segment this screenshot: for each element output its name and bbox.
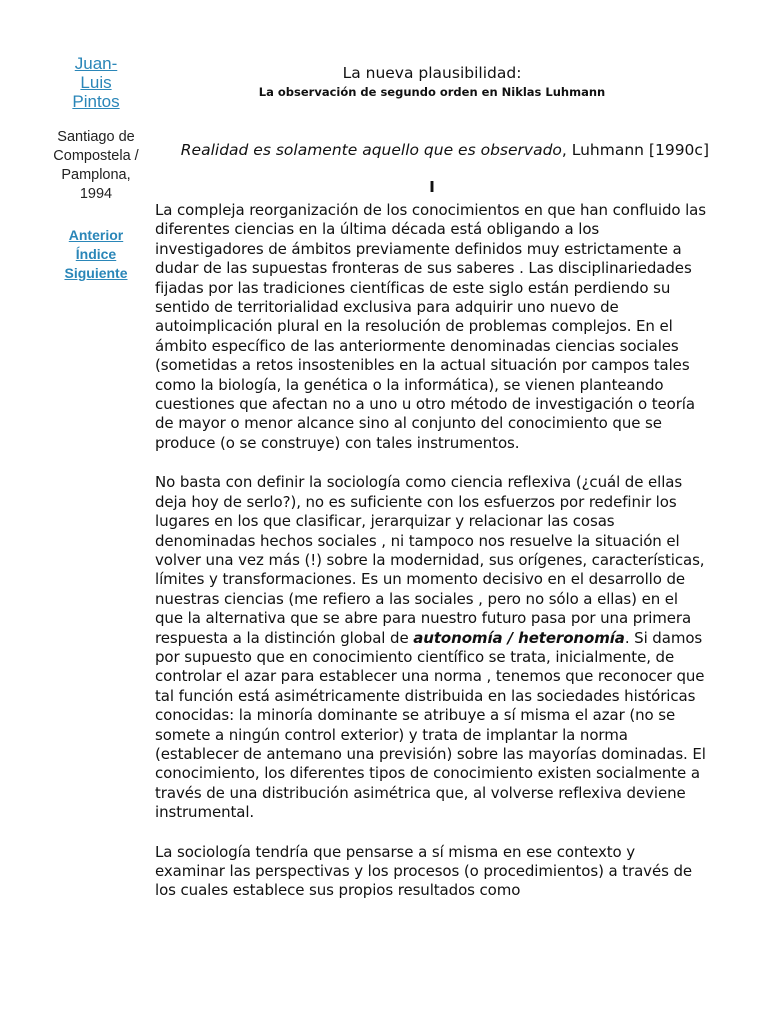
paragraph-2-text: No basta con definir la sociología como ciencia reflexiva (¿cuál de ellas deja hoy de serlo?), no es suficiente con los esfuerzos por redefinir los lugares en los que clasificar, jerarquizar y relacionar las cosas denominadas hechos sociales , ni tampoco nos resuelve la situación el volver una vez más (!) sobre la modernidad, sus orígenes, características, límites y transformaciones. Es un momento decisivo en el desarrollo de nuestras ciencias (me refiero a las sociales , pero no sólo a ellas) en el que la alternativa que se abre para nuestro futuro pasa por una primera respuesta a la distinción global de bbox=[155, 473, 705, 647]
paragraph-2 bbox=[155, 473, 709, 822]
paragraph-2-emphasis: autonomía / heteronomía bbox=[413, 628, 625, 647]
epigraph bbox=[155, 140, 709, 160]
next-link[interactable]: Siguiente bbox=[64, 265, 128, 281]
epigraph-quote: Realidad es solamente aquello que es observado bbox=[180, 141, 562, 159]
author-link[interactable]: Juan-Luis Pintos bbox=[72, 54, 120, 111]
paragraph-2-text-continued: . Si damos por supuesto que en conocimiento científico se trata, inicialmente, de controlar el azar para establecer una norma , tenemos que reconocer que tal función está asimétricamente distribuida en las sociedades históricas conocidas: la minoría dominante se atribuye a sí misma el azar (no se somete a ningún control exterior) y trata de implantar la norma (establecer de antemano una previsión) sobre las mayorías dominadas. El conocimiento, los diferentes tipos de conocimiento existen socialmente a través de una distribución asimétrica que, al volverse reflexiva deviene instrumental. bbox=[155, 628, 706, 822]
previous-link[interactable]: Anterior bbox=[68, 227, 124, 243]
sidebar bbox=[48, 54, 144, 283]
article-subtitle: La observación de segundo orden en Niklas Luhmann bbox=[258, 85, 606, 99]
paragraph-1: La compleja reorganización de los conocimientos en que han confluido las diferentes ciencias en la última década está obligando a los investigadores de ámbitos previamente definidos muy estrictamente a dudar de las supuestas fronteras de sus saberes . Las disciplinariedades fijadas por las tradiciones científicas de este siglo están perdiendo su sentido de territorialidad exclusiva para adquirir uno nuevo de autoimplicación plural en la resolución de problemas complejos. En el ámbito específico de las anteriormente denominadas ciencias sociales (sometidas a retos insostenibles en la actual situación por campos tales como la biología, la genética o la informática), se vienen planteando cuestiones que afectan no a uno u otro método de investigación o teoría de mayor o menor alcance sino al conjunto del conocimiento que se produce (o se construye) con tales instrumentos. bbox=[155, 201, 706, 452]
paragraph-3: La sociología tendría que pensarse a sí misma en ese contexto y examinar las perspectivas y los procesos (o procedimientos) a través de los cuales establece sus propios resultados como bbox=[155, 842, 693, 900]
section-number: I bbox=[429, 178, 435, 196]
article bbox=[155, 64, 709, 901]
epigraph-attribution: , Luhmann [1990c] bbox=[561, 141, 709, 159]
place-and-date: Santiago de Compostela / Pamplona, 1994 bbox=[53, 129, 139, 202]
navigation-links bbox=[48, 226, 144, 283]
article-title: La nueva plausibilidad: bbox=[342, 64, 522, 82]
index-link[interactable]: Índice bbox=[75, 246, 117, 262]
